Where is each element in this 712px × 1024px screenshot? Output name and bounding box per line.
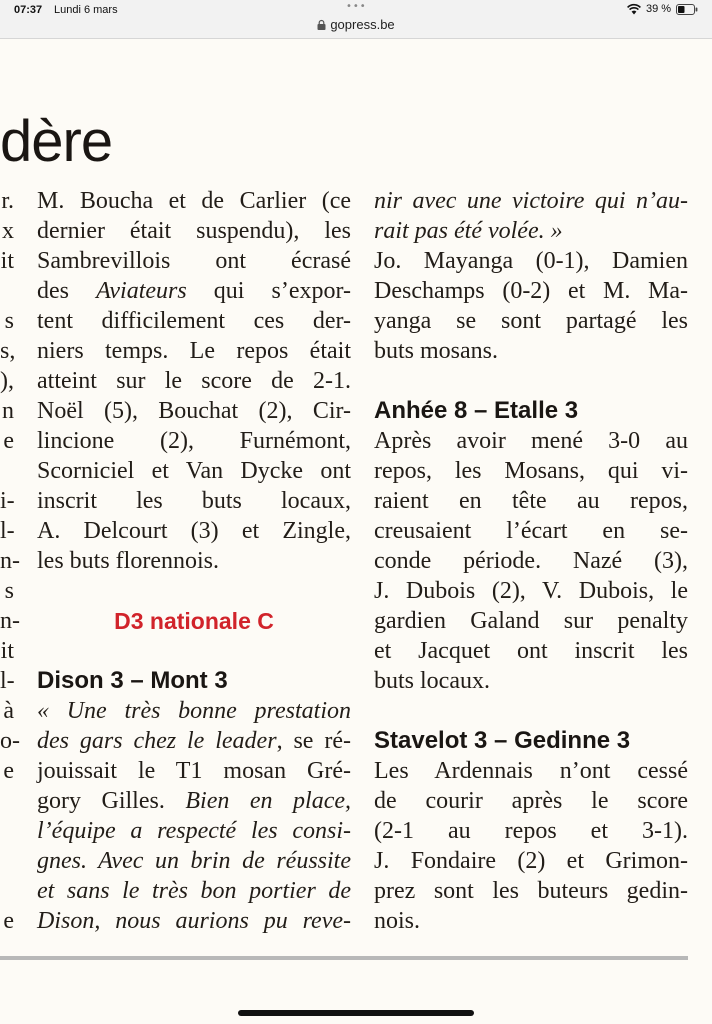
text-line: creusaient l’écart en se-: [374, 518, 688, 544]
text-line: Deschamps (0-2) et M. Ma-: [374, 278, 688, 304]
text-line: de courir après le score: [374, 788, 688, 814]
text-line: Dison, nous aurions pu reve-: [37, 908, 351, 934]
text-run: , se ré-: [276, 728, 351, 754]
spacer: [37, 636, 351, 666]
text-line: [37, 276, 351, 306]
middle-column: [37, 186, 351, 936]
text-line: dernier était suspendu), les: [37, 218, 351, 244]
text-run: des: [37, 278, 97, 304]
text-line: rait pas été volée. »: [374, 218, 563, 244]
left-fragment-line: e: [3, 428, 14, 454]
text-line: inscrit les buts locaux,: [37, 488, 351, 514]
match-heading: Dison 3 – Mont 3: [37, 667, 228, 694]
left-fragment-line: ),: [0, 368, 14, 394]
status-date: Lundi 6 mars: [54, 4, 118, 16]
text-line: Les Ardennais n’ont cessé: [374, 758, 688, 784]
text-line: M. Boucha et de Carlier (ce: [37, 188, 351, 214]
multitask-dots-icon[interactable]: •••: [346, 1, 367, 12]
text-line: yanga se sont partagé les: [374, 308, 688, 334]
left-fragment-line: à: [3, 698, 14, 724]
left-fragment-line: r.: [1, 188, 14, 214]
text-line: gnes. Avec un brin de réussite: [37, 848, 351, 874]
text-line: buts locaux.: [374, 668, 490, 694]
left-column-fragment: [0, 186, 20, 936]
left-fragment-line: it: [0, 638, 14, 664]
page-divider: [0, 956, 688, 960]
left-fragment-line: [0, 786, 14, 816]
text-line: et Jacquet ont inscrit les: [374, 638, 688, 664]
text-line: Jo. Mayanga (0-1), Damien: [374, 248, 688, 274]
left-fragment-line: l-: [0, 518, 15, 544]
left-fragment-line: n-: [0, 608, 20, 634]
text-run: qui s’expor-: [186, 278, 351, 304]
text-line: les buts florennois.: [37, 548, 219, 574]
text-line: raient en tête au repos,: [374, 488, 688, 514]
left-fragment-line: o-: [0, 728, 20, 754]
home-indicator[interactable]: [238, 1010, 474, 1016]
text-run-italic: Bien en place,: [185, 788, 351, 814]
text-line: nois.: [374, 908, 421, 934]
text-line: et sans le très bon portier de: [37, 878, 351, 904]
text-line: l’équipe a respecté les consi-: [37, 818, 351, 844]
left-fragment-line: [0, 456, 14, 486]
text-line: (2-1 au repos et 3-1).: [374, 818, 688, 844]
left-fragment-line: s: [4, 578, 14, 604]
text-line: buts mosans.: [374, 338, 499, 364]
battery-percent: 39 %: [646, 3, 672, 15]
text-line: A. Delcourt (3) et Zingle,: [37, 518, 351, 544]
left-fragment-line: s,: [0, 338, 16, 364]
left-fragment-line: l-: [0, 668, 15, 694]
text-line: lincione (2), Furnémont,: [37, 428, 351, 454]
text-line: Après avoir mené 3-0 au: [374, 428, 688, 454]
left-fragment-line: it: [0, 248, 14, 274]
wifi-icon: [627, 4, 641, 15]
spacer: [374, 696, 688, 726]
text-line: J. Dubois (2), V. Dubois, le: [374, 578, 688, 604]
text-line: niers temps. Le repos était: [37, 338, 351, 364]
left-fragment-line: n: [2, 398, 14, 424]
text-line: jouissait le T1 mosan Gré-: [37, 758, 351, 784]
text-run-italic: Aviateurs: [96, 278, 187, 304]
text-line: repos, les Mosans, qui vi-: [374, 458, 688, 484]
battery-icon: [676, 4, 698, 15]
left-fragment-line: x: [2, 218, 14, 244]
text-line: « Une très bonne prestation: [37, 698, 351, 724]
address-bar[interactable]: [0, 17, 712, 32]
spacer: [374, 366, 688, 396]
left-fragment-line: i-: [0, 488, 15, 514]
left-fragment-line: s: [4, 308, 14, 334]
text-line: tent difficilement ces der-: [37, 308, 351, 334]
text-line: J. Fondaire (2) et Grimon-: [374, 848, 688, 874]
left-fragment-line: [0, 276, 14, 306]
text-line: Noël (5), Bouchat (2), Cir-: [37, 398, 351, 424]
lock-icon: [317, 20, 326, 30]
left-fragment-line: n-: [0, 548, 20, 574]
status-time: 07:37: [14, 4, 43, 16]
text-line: prez sont les buteurs gedin-: [374, 878, 688, 904]
match-heading: Anhée 8 – Etalle 3: [374, 397, 579, 424]
text-line: conde période. Nazé (3),: [374, 548, 688, 574]
text-line: atteint sur le score de 2-1.: [37, 368, 351, 394]
left-fragment-line: e: [3, 758, 14, 784]
text-run-italic: des gars chez le leader: [37, 728, 277, 754]
text-line: nir avec une victoire qui n’au-: [374, 188, 688, 214]
article-headline: dère: [0, 109, 113, 174]
text-line: gardien Galand sur penalty: [374, 608, 688, 634]
left-fragment-line: [0, 846, 14, 876]
match-heading: Stavelot 3 – Gedinne 3: [374, 727, 631, 754]
text-line: [37, 726, 351, 756]
left-fragment-line: e: [3, 908, 14, 934]
text-line: Sambrevillois ont écrasé: [37, 248, 351, 274]
url-text: gopress.be: [330, 17, 395, 32]
spacer: [37, 576, 351, 606]
status-bar: [0, 0, 712, 39]
text-run: gory Gilles.: [37, 788, 186, 814]
text-line: [37, 786, 351, 816]
text-line: Scorniciel et Van Dycke ont: [37, 458, 351, 484]
section-title: D3 nationale C: [114, 608, 274, 634]
left-fragment-line: [0, 876, 14, 906]
left-fragment-line: [0, 816, 14, 846]
right-column: [374, 186, 688, 936]
